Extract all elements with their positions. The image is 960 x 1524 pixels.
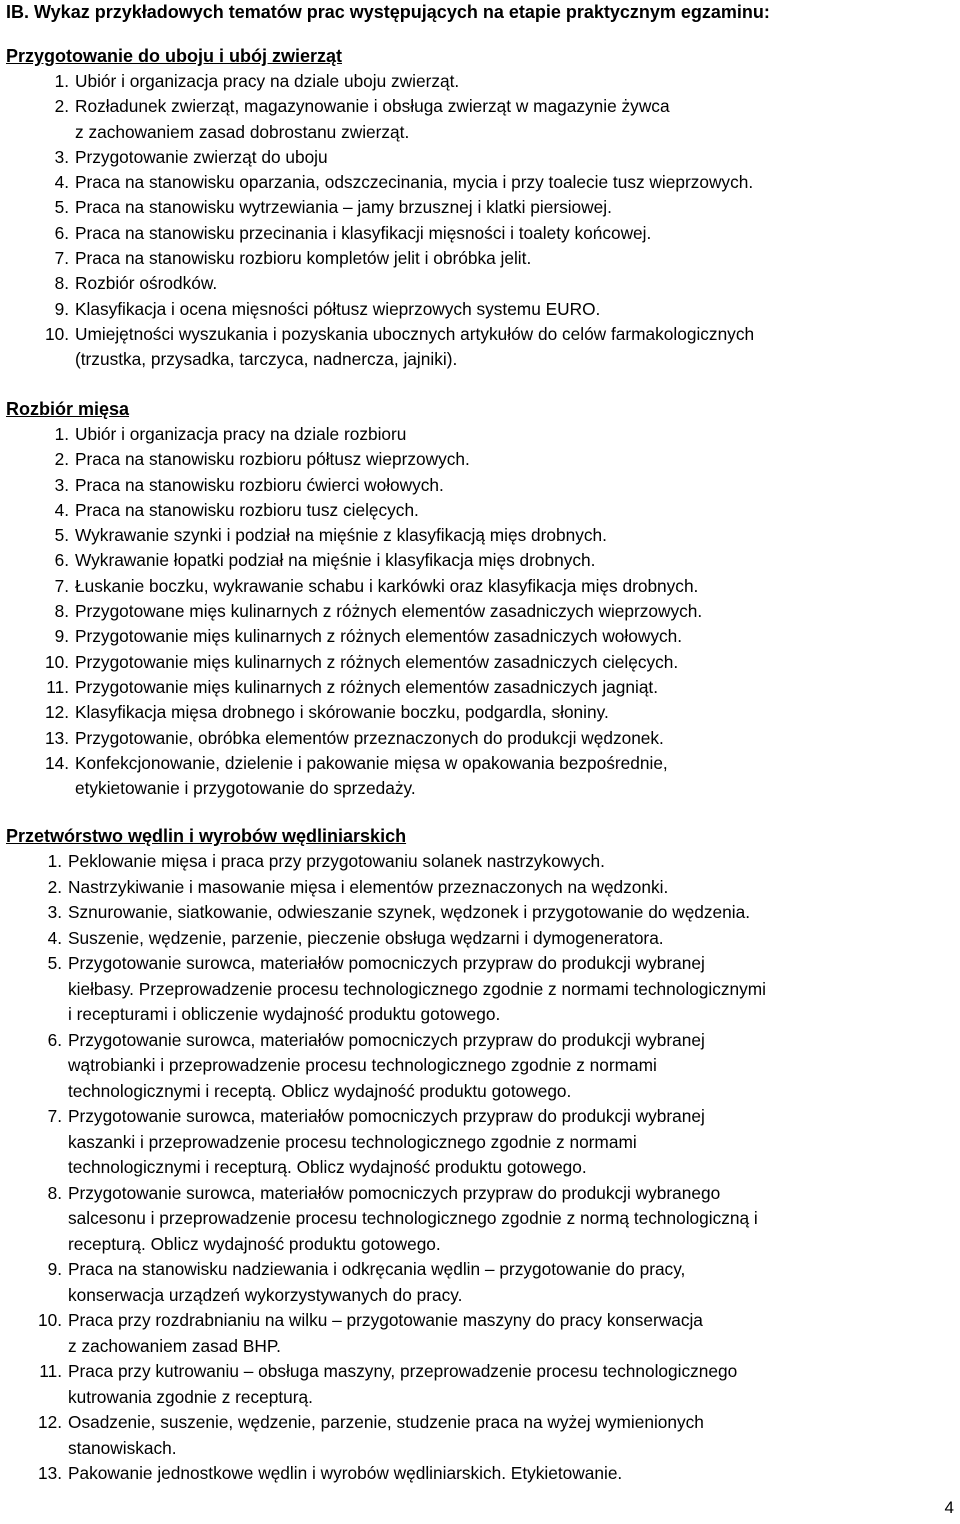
item-number: 9.: [54, 626, 69, 647]
item-text: Klasyfikacja i ocena mięsności półtusz wieprzowych systemu EURO.: [75, 298, 601, 319]
list-item: [6, 1028, 956, 1105]
item-number: 3.: [54, 146, 69, 167]
item-text: Praca na stanowisku wytrzewiania – jamy brzusznej i klatki piersiowej.: [75, 197, 612, 218]
item-text: Praca na stanowisku rozbioru kompletów jelit i obróbka jelit.: [75, 248, 532, 269]
list-item: [6, 548, 956, 573]
list-item: [6, 726, 956, 751]
item-number: 1.: [54, 424, 69, 444]
item-number: 13.: [37, 1463, 62, 1483]
item-number: 8.: [47, 1182, 62, 1203]
list-item: [6, 751, 956, 802]
list-item: [6, 599, 956, 624]
item-number: 3.: [54, 474, 69, 495]
item-number: 1.: [47, 851, 62, 871]
list-item: [6, 700, 956, 725]
list-item: [6, 1181, 956, 1258]
item-text: Praca na stanowisku przecinania i klasyfikacji mięsności i toalety końcowej.: [75, 222, 652, 243]
list-item: [6, 195, 956, 220]
list-item: [6, 1257, 956, 1308]
item-number: 9.: [47, 1259, 62, 1279]
item-text: Sznurowanie, siatkowanie, odwieszanie szynek, wędzonek i przygotowanie do wędzenia.: [68, 902, 751, 922]
item-number: 1.: [54, 71, 69, 91]
item-number: 2.: [47, 876, 62, 897]
numbered-list: [6, 422, 956, 801]
item-text: Przygotowanie surowca, materiałów pomocniczych przypraw do produkcji wybranej kiełbasy. Przeprowadzenie procesu technologicznego zgodnie z normami technologicznymi i recepturami i obliczenie wydajność produktu gotowego.: [68, 953, 767, 1024]
list-item: [6, 900, 956, 926]
list-item: [6, 322, 956, 373]
item-number: 10.: [44, 651, 69, 672]
item-text: Przygotowanie surowca, materiałów pomocniczych przypraw do produkcji wybranej wątrobianki i przeprowadzenie procesu technologicznego zgodnie z normami technologicznymi i receptą. Oblicz wydajność produktu gotowego.: [68, 1029, 705, 1101]
section-sausage-processing: [6, 824, 956, 1487]
list-item: [6, 271, 956, 296]
list-item: [6, 221, 956, 246]
list-item: [6, 1461, 956, 1487]
item-number: 10.: [44, 323, 69, 344]
list-item: [6, 574, 956, 599]
list-item: [6, 473, 956, 498]
item-text: Umiejętności wyszukania i pozyskania ubocznych artykułów do celów farmakologicznych (trzustka, przysadka, tarczyca, nadnercza, jajniki).: [75, 323, 755, 370]
item-number: 9.: [54, 298, 69, 319]
item-number: 12.: [37, 1412, 62, 1432]
list-item: [6, 650, 956, 675]
list-item: [6, 422, 956, 447]
item-text: Pakowanie jednostkowe wędlin i wyrobów wędliniarskich. Etykietowanie.: [68, 1463, 623, 1483]
item-text: Praca na stanowisku rozbioru półtusz wieprzowych.: [75, 449, 470, 470]
item-text: Praca na stanowisku rozbioru tusz cielęcych.: [75, 499, 419, 520]
item-text: Wykrawanie szynki i podział na mięśnie z klasyfikacją mięs drobnych.: [75, 525, 607, 546]
item-text: Wykrawanie łopatki podział na mięśnie i klasyfikacja mięs drobnych.: [75, 550, 596, 571]
item-number: 11.: [39, 1361, 62, 1381]
item-text: Klasyfikacja mięsa drobnego i skórowanie boczku, podgardla, słoniny.: [75, 702, 609, 723]
item-text: Praca przy rozdrabnianiu na wilku – przygotowanie maszyny do pracy konserwacja z zachowaniem zasad BHP.: [68, 1310, 703, 1356]
section-heading: Rozbiór mięsa: [6, 399, 130, 419]
item-text: Suszenie, wędzenie, parzenie, pieczenie obsługa wędzarni i dymogeneratora.: [68, 927, 664, 948]
item-text: Przygotowanie, obróbka elementów przeznaczonych do produkcji wędzonek.: [75, 727, 664, 748]
item-text: Nastrzykiwanie i masowanie mięsa i elementów przeznaczonych na wędzonki.: [68, 876, 669, 897]
item-number: 5.: [54, 525, 69, 546]
item-number: 11.: [46, 676, 69, 697]
item-number: 6.: [47, 1029, 62, 1050]
list-item: [6, 94, 956, 145]
item-number: 6.: [54, 550, 69, 571]
item-text: Przygotowanie surowca, materiałów pomocniczych przypraw do produkcji wybranej kaszanki i przeprowadzenie procesu technologicznego zgodnie z normami technologicznymi i recepturą. Oblicz wydajność produktu gotowego.: [68, 1106, 705, 1177]
item-number: 2.: [54, 96, 69, 117]
list-item: [6, 875, 956, 901]
section-heading: Przetwórstwo wędlin i wyrobów wędliniarskich: [6, 826, 407, 846]
item-text: Ubiór i organizacja pracy na dziale rozbioru: [75, 424, 407, 444]
list-item: [6, 170, 956, 195]
section-heading: Przygotowanie do uboju i ubój zwierząt: [6, 46, 343, 66]
item-text: Konfekcjonowanie, dzielenie i pakowanie mięsa w opakowania bezpośrednie, etykietowanie i przygotowanie do sprzedaży.: [75, 752, 668, 799]
item-number: 7.: [54, 575, 69, 596]
item-number: 8.: [54, 273, 69, 294]
item-text: Przygotowanie zwierząt do uboju: [75, 146, 328, 167]
list-item: [6, 69, 956, 94]
item-text: Przygotowanie mięs kulinarnych z różnych elementów zasadniczych cielęcych.: [75, 651, 679, 672]
document-title: IB. Wykaz przykładowych tematów prac występujących na etapie praktycznym egzaminu:: [6, 2, 770, 22]
item-text: Rozbiór ośrodków.: [75, 273, 218, 294]
item-text: Przygotowanie surowca, materiałów pomocniczych przypraw do produkcji wybranego salcesonu i przeprowadzenie procesu technologicznego zgodnie z normą technologiczną i recepturą. Oblicz wydajność produktu gotowego.: [68, 1182, 758, 1254]
item-text: Praca na stanowisku oparzania, odszczecinania, mycia i przy toalecie tusz wieprzowych.: [75, 172, 754, 193]
item-text: Praca na stanowisku rozbioru ćwierci wołowych.: [75, 474, 444, 495]
item-number: 5.: [54, 197, 69, 218]
item-text: Ubiór i organizacja pracy na dziale uboju zwierząt.: [75, 71, 460, 91]
numbered-list: [6, 69, 956, 373]
section-meat-cutting: [6, 397, 956, 801]
list-item: [6, 1359, 956, 1410]
item-number: 6.: [54, 222, 69, 243]
item-number: 3.: [47, 902, 62, 922]
page-number: 4: [944, 1498, 954, 1517]
list-item: [6, 1308, 956, 1359]
list-item: [6, 849, 956, 875]
list-item: [6, 1410, 956, 1461]
list-item: [6, 145, 956, 170]
numbered-list: [6, 849, 956, 1487]
item-number: 7.: [54, 248, 69, 269]
list-item: [6, 498, 956, 523]
item-text: Łuskanie boczku, wykrawanie schabu i karkówki oraz klasyfikacja mięs drobnych.: [75, 575, 699, 596]
list-item: [6, 951, 956, 1028]
item-text: Osadzenie, suszenie, wędzenie, parzenie, studzenie praca na wyżej wymienionych stanowiskach.: [68, 1412, 704, 1458]
list-item: [6, 297, 956, 322]
section-slaughter: [6, 44, 956, 373]
item-number: 4.: [54, 499, 69, 520]
item-text: Peklowanie mięsa i praca przy przygotowaniu solanek nastrzykowych.: [68, 851, 605, 871]
item-number: 4.: [47, 927, 62, 948]
item-text: Przygotowanie mięs kulinarnych z różnych elementów zasadniczych jagniąt.: [75, 676, 659, 697]
item-text: Przygotowanie mięs kulinarnych z różnych elementów zasadniczych wołowych.: [75, 626, 683, 647]
item-number: 7.: [47, 1106, 62, 1126]
list-item: [6, 246, 956, 271]
item-text: Praca na stanowisku nadziewania i odkręcania wędlin – przygotowanie do pracy, konserwacja urządzeń wykorzystywanych do pracy.: [68, 1259, 686, 1305]
item-number: 10.: [37, 1310, 62, 1330]
list-item: [6, 926, 956, 952]
list-item: [6, 675, 956, 700]
item-number: 8.: [54, 601, 69, 622]
item-number: 4.: [54, 172, 69, 193]
list-item: [6, 1104, 956, 1181]
list-item: [6, 447, 956, 472]
item-number: 14.: [44, 752, 69, 773]
item-text: Rozładunek zwierząt, magazynowanie i obsługa zwierząt w magazynie żywca z zachowaniem zasad dobrostanu zwierząt.: [75, 96, 670, 142]
list-item: [6, 624, 956, 649]
item-number: 12.: [44, 702, 69, 723]
item-number: 13.: [44, 727, 69, 748]
item-text: Przygotowane mięs kulinarnych z różnych elementów zasadniczych wieprzowych.: [75, 601, 703, 622]
item-number: 2.: [54, 449, 69, 470]
list-item: [6, 523, 956, 548]
item-number: 5.: [47, 953, 62, 973]
item-text: Praca przy kutrowaniu – obsługa maszyny, przeprowadzenie procesu technologicznego kutrowania zgodnie z recepturą.: [68, 1361, 738, 1407]
